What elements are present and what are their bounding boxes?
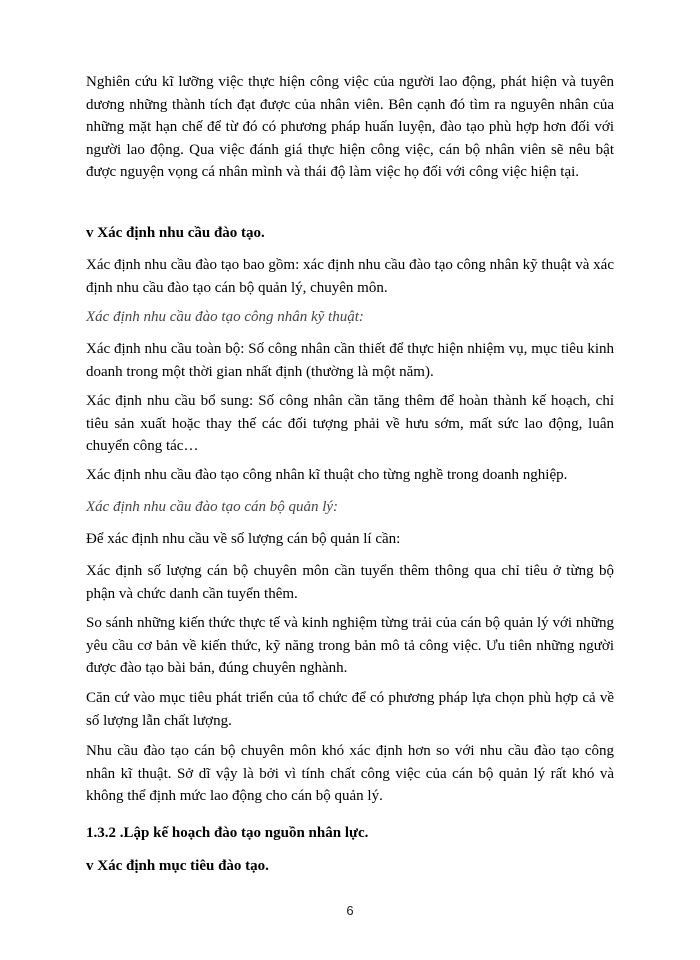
paragraph-needs-per-trade: Xác định nhu cầu đào tạo công nhân kĩ thuật cho từng nghề trong doanh nghiệp. (86, 467, 568, 483)
paragraph-determine-staff-count: Xác định số lượng cán bộ chuyên môn cần tuyển thêm thông qua chỉ tiêu ở từng bộ phận và chức danh cần tuyển thêm. (86, 563, 614, 602)
paragraph-training-needs-overview: Xác định nhu cầu đào tạo bao gồm: xác định nhu cầu đào tạo công nhân kỹ thuật và xác định nhu cầu đào tạo cán bộ quản lý, chuyên môn. (86, 257, 614, 296)
page-number: 6 (346, 903, 354, 918)
paragraph-manager-count-intro: Để xác định nhu cầu về số lượng cán bộ quản lí cần: (86, 531, 401, 547)
subheading-technical-workers: Xác định nhu cầu đào tạo công nhân kỹ thuật: (86, 309, 364, 325)
paragraph-additional-needs: Xác định nhu cầu bổ sung: Số công nhân cần tăng thêm để hoàn thành kế hoạch, chỉ tiêu sản xuất hoặc thay thế các đối tượng phải về hưu sớm, mất sức lao động, luân chuyển công tác… (86, 393, 614, 454)
paragraph-work-evaluation: Nghiên cứu kĩ lưỡng việc thực hiện công việc của người lao động, phát hiện và tuyên dương những thành tích đạt được của nhân viên. Bên cạnh đó tìm ra nguyên nhân của những mặt hạn chế để từ đó có phương pháp huấn luyện, đào tạo phù hợp hơn đối với người lao động. Qua việc đánh giá thực hiện công việc, cán bộ nhân viên sẽ nêu bật được nguyện vọng cá nhân mình và thái độ làm việc họ đối với công việc hiện tại. (86, 74, 614, 180)
heading-training-needs: v Xác định nhu cầu đào tạo. (86, 225, 265, 241)
section-heading-planning: 1.3.2 .Lập kế hoạch đào tạo nguồn nhân lực. (86, 825, 369, 841)
heading-training-objectives: v Xác định mục tiêu đào tạo. (86, 858, 269, 874)
paragraph-specialist-needs: Nhu cầu đào tạo cán bộ chuyên môn khó xác định hơn so với nhu cầu đào tạo công nhân kĩ thuật. Sở dĩ vậy là bởi vì tính chất công việc của cán bộ quản lý rất khó và không thể định mức lao động cho cán bộ quản lý. (86, 743, 614, 804)
subheading-managers: Xác định nhu cầu đào tạo cán bộ quản lý: (86, 499, 339, 515)
paragraph-compare-knowledge: So sánh những kiến thức thực tế và kinh nghiệm từng trải của cán bộ quản lý với những yêu cầu cơ bản về kiến thức, kỹ năng trong bản mô tả công việc. Ưu tiên những người được đào tạo bài bản, đúng chuyên nghành. (86, 615, 614, 676)
paragraph-total-needs: Xác định nhu cầu toàn bộ: Số công nhân cần thiết để thực hiện nhiệm vụ, mục tiêu kinh doanh trong một thời gian nhất định (thường là một năm). (86, 341, 614, 380)
paragraph-development-goals: Căn cứ vào mục tiêu phát triển của tổ chức để có phương pháp lựa chọn phù hợp cả về số lượng lẫn chất lượng. (86, 690, 614, 729)
